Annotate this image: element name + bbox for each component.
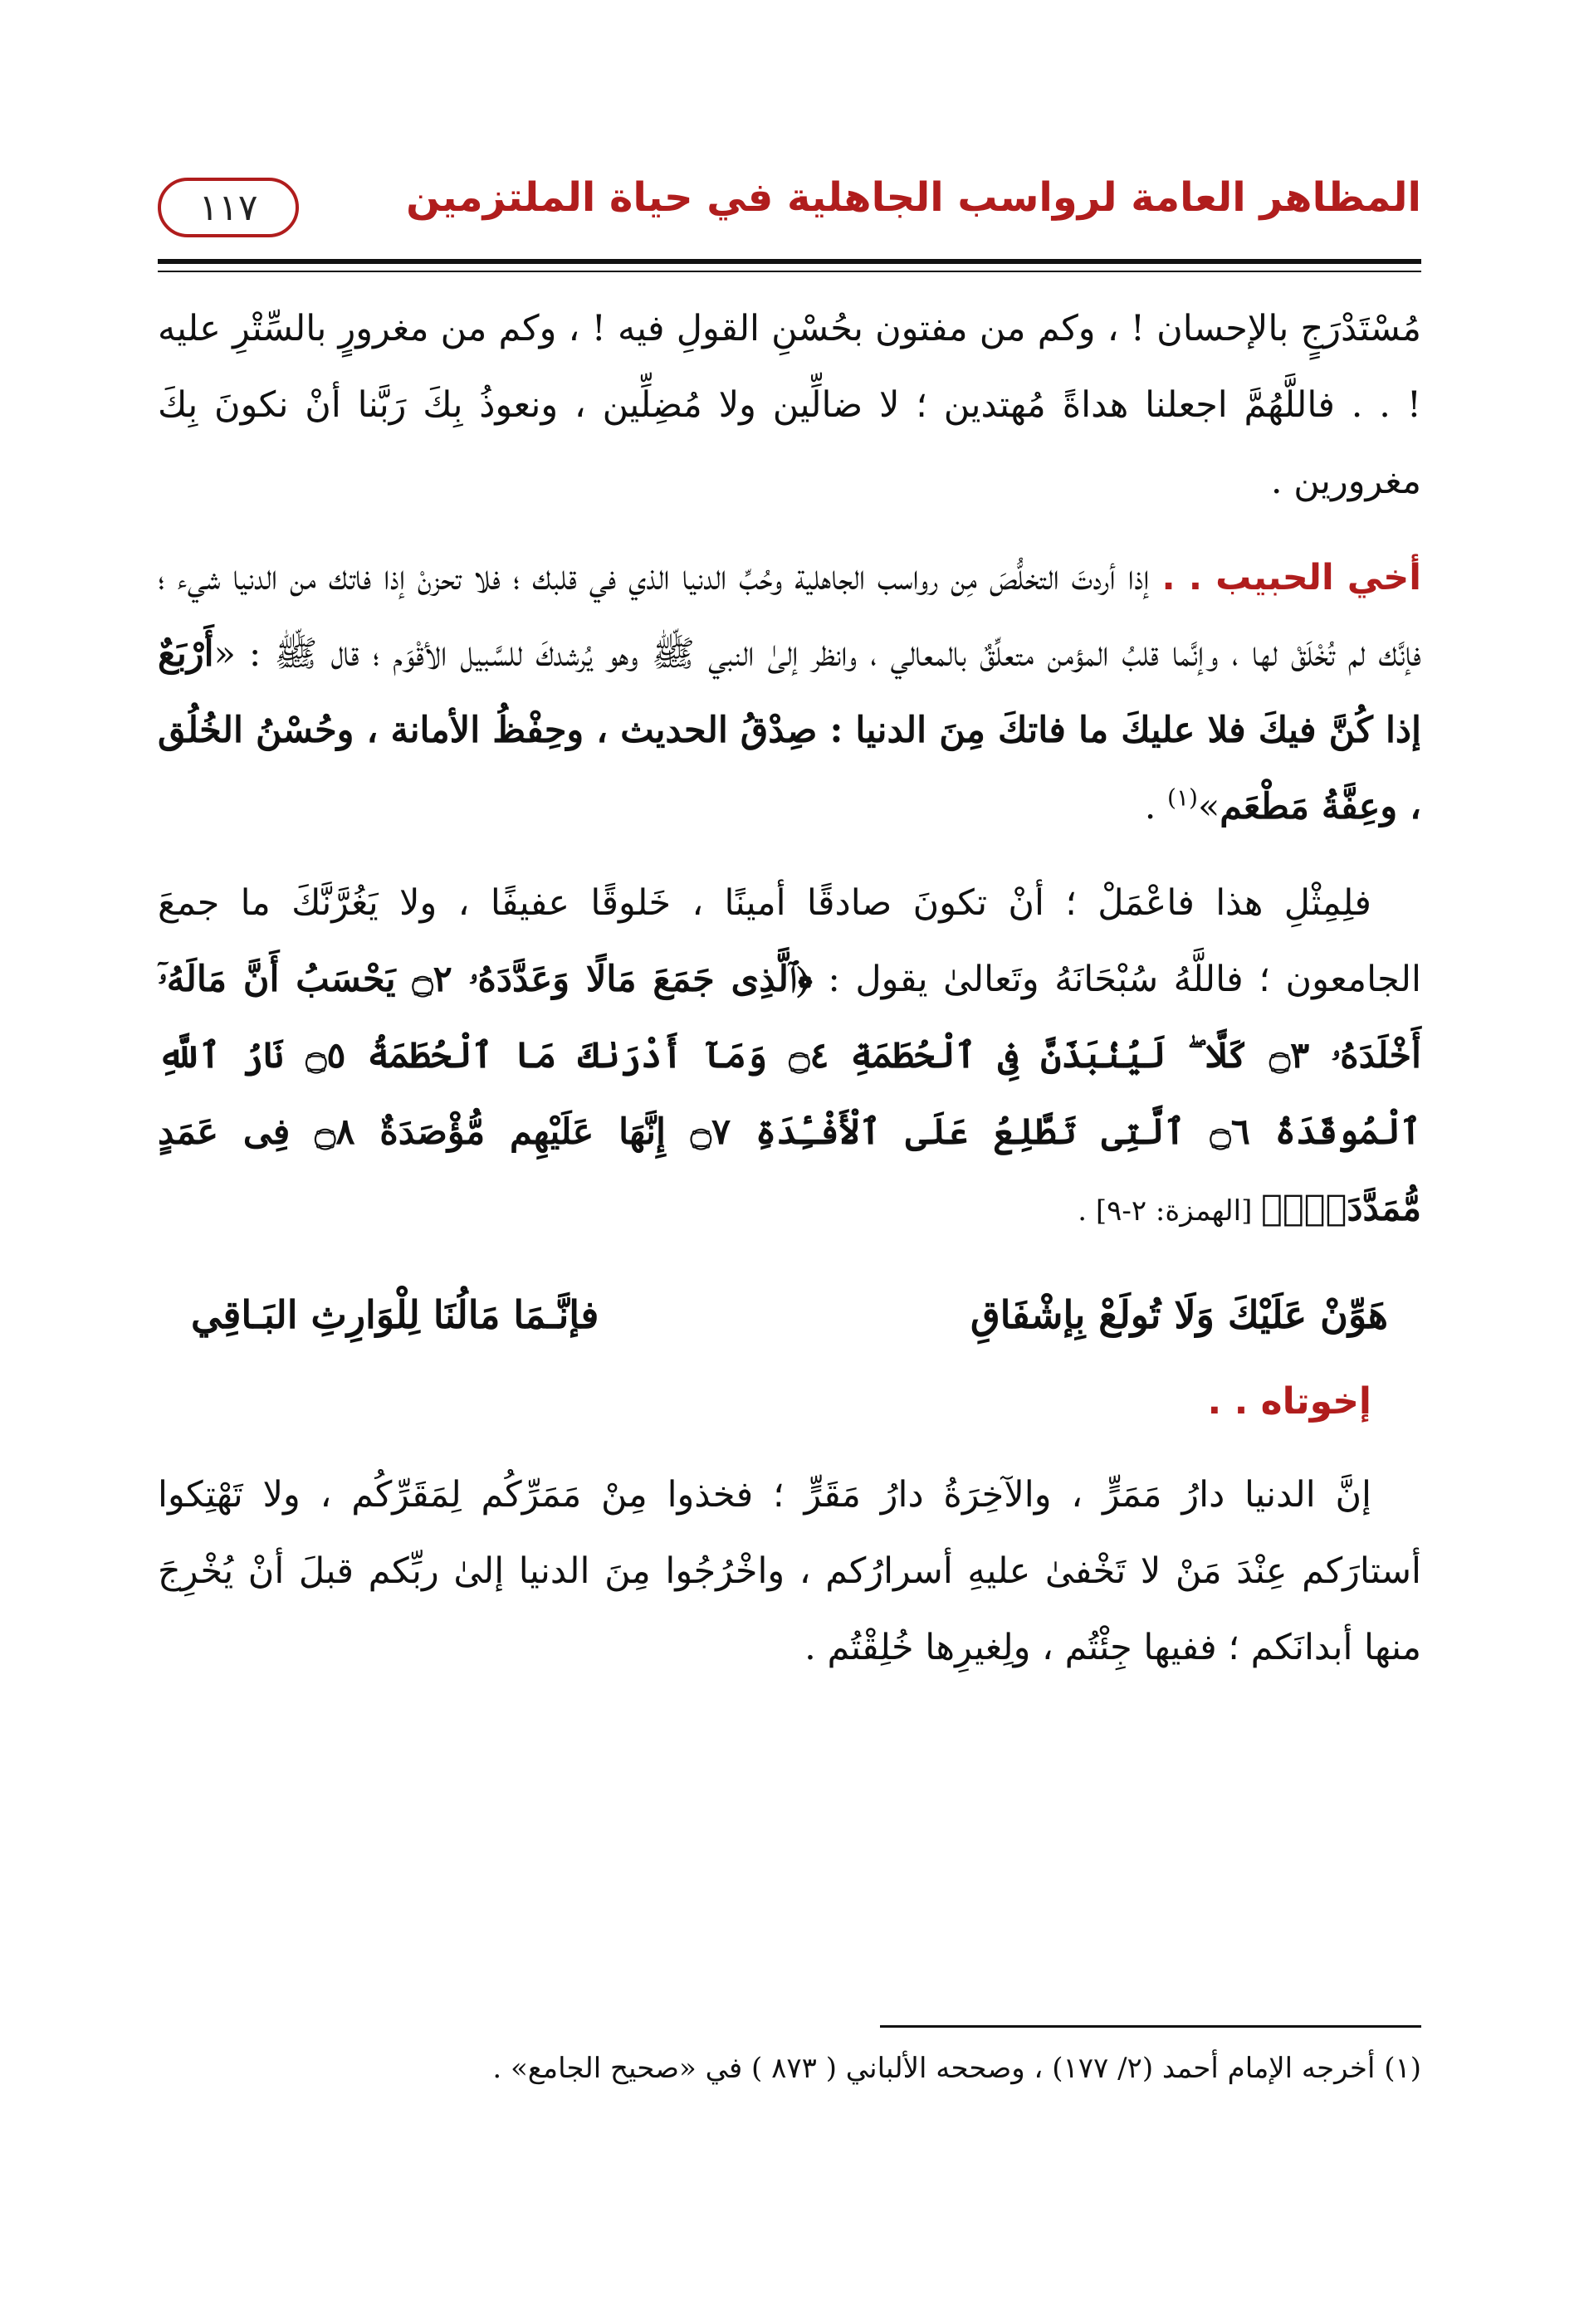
footnote-marker[interactable]: (١)	[1167, 784, 1198, 812]
paragraph-1: مُسْتَدْرَجٍ بالإحسان ! ، وكم من مفتون بحُسْنِ القولِ فيه ! ، وكم من مغرورٍ بالسِّتْرِ عليه ! . . فاللَّهُمَّ اجعلنا هداةً مُهتدين ؛ لا ضالِّين ولا مُضِلِّين ، ونعوذُ بِكَ رَبَّنا أنْ نكونَ بِكَ مغرورين .	[158, 308, 1421, 502]
paragraph-2-text: إذا أردتَ التخلُّصَ مِن رواسب الجاهلية وحُبِّ الدنيا الذي في قلبك ؛ فلا تحزنْ إذا فاتك من الدنيا شيء ؛ فإنَّك لم تُخْلَقْ لها ، وإنَّما قلبُ المؤمن متعلِّقٌ بالمعالي ، وانظر إلىٰ النبي ﷺ وهو يُرشدكَ للسَّبيل الأقْوَم ؛ قال ﷺ : «	[158, 557, 1421, 675]
page-body	[158, 290, 1421, 2175]
page-number: ١١٧	[158, 178, 299, 237]
poem-verse	[158, 1269, 1421, 1360]
hadith-text: أَرْبَعٌ إذا كُنَّ فيكَ فلا عليكَ ما فاتكَ مِنَ الدنيا : صِدْقُ الحديث ، وحِفْظُ الأمانة ، وحُسْنُ الخُلُق ، وعِفَّةُ مَطْعَم	[158, 633, 1421, 828]
poem-second-hemistich: فإنَّـمَا مَالُنَا لِلْوَارِثِ البَـاقِي	[191, 1292, 599, 1337]
header-rule-thick	[158, 259, 1421, 264]
running-title: المظاهر العامة لرواسب الجاهلية في حياة الملتزمين	[406, 174, 1421, 221]
lead-phrase: أخي الحبيب . .	[1161, 557, 1421, 598]
poem-first-hemistich: هَوِّنْ عَلَيْكَ وَلَا تُولَعْ بِإشْفَاقِ	[970, 1292, 1388, 1337]
paragraph-2	[158, 540, 1421, 845]
paragraph-3	[158, 865, 1421, 1249]
page-header	[158, 166, 1421, 257]
quran-verse: ﴿ٱلَّذِى جَمَعَ مَالًا وَعَدَّدَهُۥ ۝٢ يَحْسَبُ أَنَّ مَالَهُۥٓ أَخْلَدَهُۥ ۝٣ كَلَّا ۖ لَيُنۢبَذَنَّ فِى ٱلْحُطَمَةِ ۝٤ وَمَآ أَدْرَىٰكَ مَا ٱلْحُطَمَةُ ۝٥ نَارُ ٱللَّهِ ٱلْمُوقَدَةُ ۝٦ ٱلَّتِى تَطَّلِعُ عَلَى ٱلْأَفْـِٔدَةِ ۝٧ إِنَّهَا عَلَيْهِم مُّؤْصَدَةٌ ۝٨ فِى عَمَدٍ مُّمَدَّدَةٍۭ﴾	[158, 959, 1421, 1229]
paragraph-2-end: .	[1144, 786, 1168, 828]
paragraph-3-text: فلِمِثْلِ هذا فاعْمَلْ ؛ أنْ تكونَ صادقًا أمينًا ، خَلوقًا عفيفًا ، ولا يَغُرَّنَّكَ ما جمعَ الجامعون ؛ فاللَّهُ سُبْحَانَهُ وتَعالىٰ يقول :	[158, 882, 1421, 1000]
footnote: (١) أخرجه الإمام أحمد (٢/ ١٧٧) ، وصححه الألباني ( ٨٧٣ ) في «صحيح الجامع» .	[492, 2052, 1421, 2085]
footnote-rule	[880, 2025, 1421, 2028]
quote-close: »	[1197, 786, 1220, 828]
verse-reference: [الهمزة: ٢-٩] .	[1078, 1194, 1262, 1228]
header-rule-thin	[158, 271, 1421, 272]
sub-heading: إخوتاه . .	[1207, 1380, 1371, 1423]
paragraph-4: إنَّ الدنيا دارُ مَمَرٍّ ، والآخِرَةُ دارُ مَقَرٍّ ؛ فخذوا مِنْ مَمَرِّكُم لِمَقَرِّكُم ، ولا تَهْتِكوا أستارَكم عِنْدَ مَنْ لا تَخْفىٰ عليهِ أسرارُكم ، واخْرُجُوا مِنَ الدنيا إلىٰ ربِّكم قبلَ أنْ يُخْرِجَ منها أبدانَكم ؛ ففيها جِئْتُم ، ولِغيرِها خُلِقْتُم .	[158, 1474, 1421, 1668]
